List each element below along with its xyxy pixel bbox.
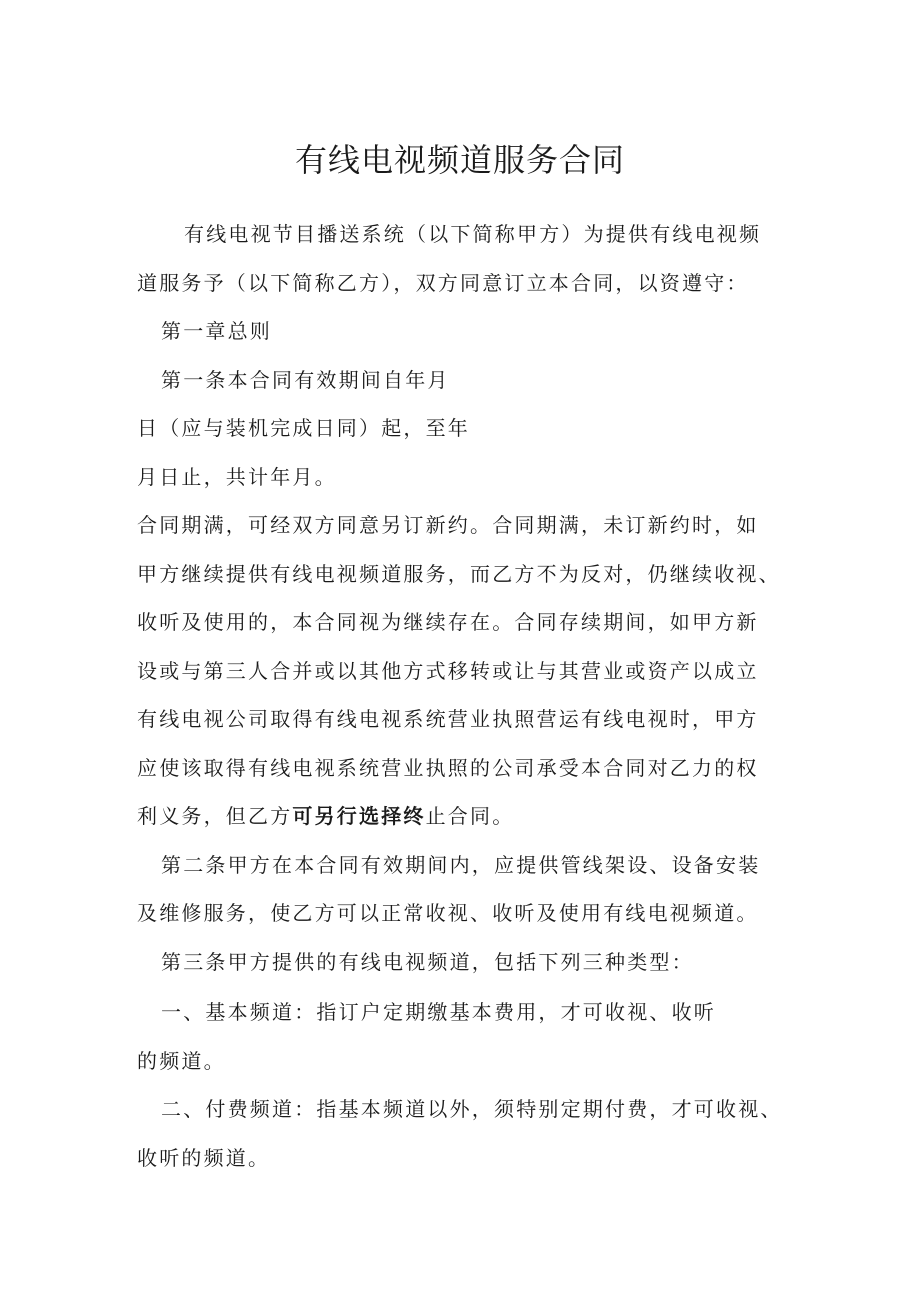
list-item-line: 的频道。 bbox=[137, 1048, 226, 1073]
article-line: 日（应与装机完成日同）起，至年 bbox=[137, 416, 470, 440]
contract-body-bottom bbox=[137, 988, 817, 1182]
paragraph-line: 应使该取得有线电视系统营业执照的公司承受本合同对乙力的权 bbox=[137, 755, 759, 780]
paragraph-line: 设或与第三人合并或以其他方式移转或让与其营业或资产以成立 bbox=[137, 658, 759, 683]
list-item-line: 二、付费频道：指基本频道以外，须特别定期付费，才可收视、 bbox=[161, 1097, 783, 1121]
text-segment: 止合同。 bbox=[425, 804, 515, 828]
chapter-heading: 第一章总则 bbox=[161, 319, 272, 343]
text-segment: 利义务，但乙方 bbox=[137, 804, 293, 828]
article-line: 及维修服务，使乙方可以正常收视、收听及使用有线电视频道。 bbox=[137, 901, 759, 925]
paragraph-line: 有线电视公司取得有线电视系统营业执照营运有线电视时，甲方 bbox=[137, 707, 759, 731]
contract-body-top bbox=[137, 210, 817, 986]
article-line: 月日止，共计年月。 bbox=[137, 464, 337, 489]
article-line: 第二条甲方在本合同有效期间内，应提供管线架设、设备安装 bbox=[161, 852, 761, 877]
page-title: 有线电视频道服务合同 bbox=[294, 141, 625, 179]
paragraph-line bbox=[137, 792, 817, 841]
list-item-line: 一、基本频道：指订户定期缴基本费用，才可收视、收听 bbox=[161, 1000, 716, 1024]
list-item-line: 收听的频道。 bbox=[137, 1145, 271, 1170]
article-line: 第一条本合同有效期间自年月 bbox=[161, 367, 450, 392]
article-line: 第三条甲方提供的有线电视频道，包括下列三种类型： bbox=[161, 949, 694, 974]
paragraph-line: 道服务予（以下简称乙方），双方同意订立本合同，以资遵守： bbox=[137, 270, 749, 295]
paragraph-line: 有线电视节目播送系统（以下简称甲方）为提供有线电视频 bbox=[184, 222, 762, 246]
bold-text-segment: 可另行选择终 bbox=[292, 804, 426, 828]
paragraph-line: 收听及使用的，本合同视为继续存在。合同存续期间，如甲方新 bbox=[137, 610, 759, 634]
paragraph-line: 甲方继续提供有线电视频道服务，而乙方不为反对，仍继续收视、 bbox=[137, 561, 781, 586]
paragraph-line: 合同期满，可经双方同意另订新约。合同期满，未订新约时，如 bbox=[137, 513, 759, 537]
